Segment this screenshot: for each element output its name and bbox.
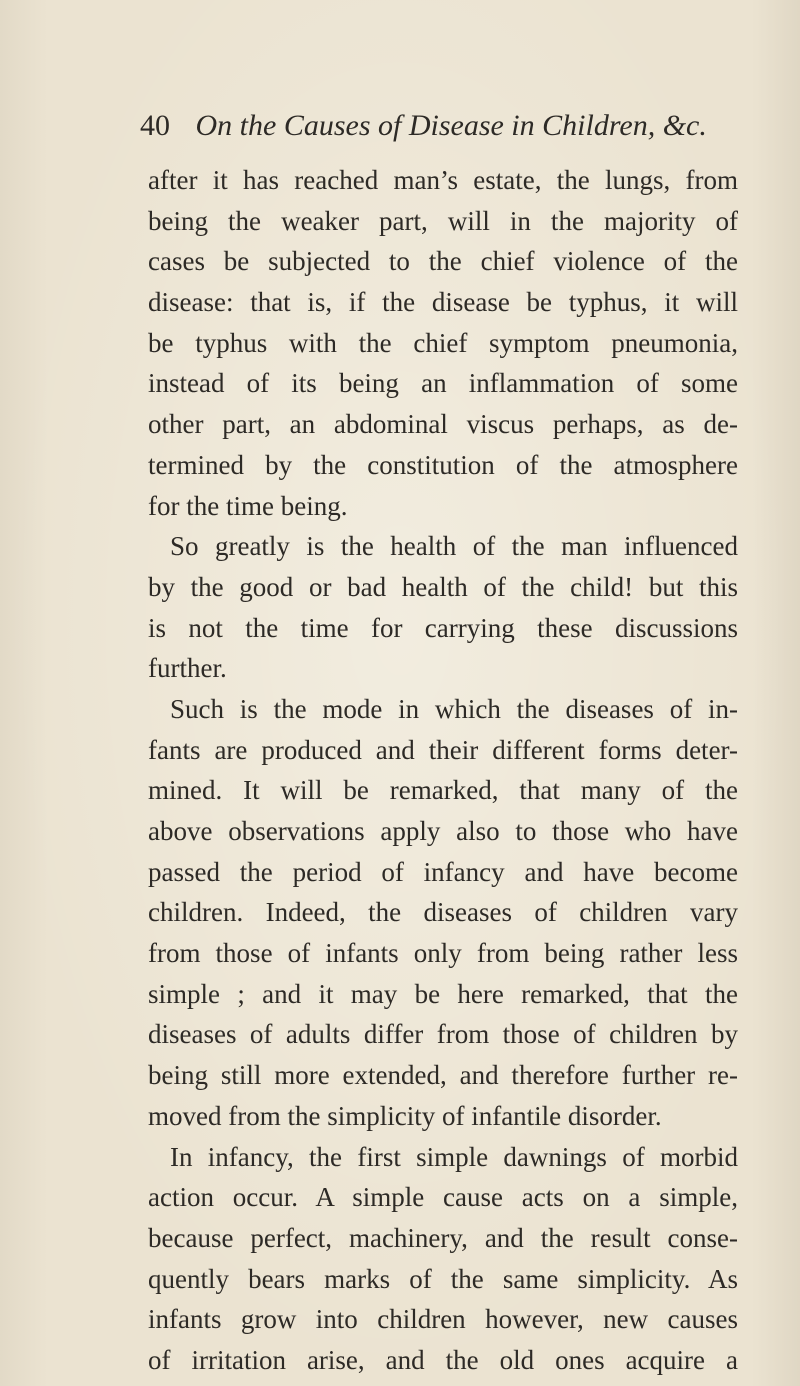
text-line: for the time being. xyxy=(148,490,348,521)
text-line: passed the period of infancy and have become xyxy=(148,856,738,887)
text-line: action occur. A simple cause acts on a simple, xyxy=(148,1182,738,1213)
text-line: of irritation arise, and the old ones acquire a xyxy=(148,1344,738,1375)
text-line: because perfect, machinery, and the result conse- xyxy=(148,1222,738,1253)
running-header xyxy=(140,102,750,150)
text-line: mined. It will be remarked, that many of the xyxy=(148,775,738,806)
text-line: simple ; and it may be here remarked, that the xyxy=(148,978,738,1009)
text-line: be typhus with the chief symptom pneumonia, xyxy=(148,327,738,358)
body-text xyxy=(148,160,738,1381)
text-line: above observations apply also to those who have xyxy=(148,816,738,846)
text-line: from those of infants only from being rather less xyxy=(148,938,738,969)
text-line: is not the time for carrying these discussions xyxy=(148,612,738,643)
text-line: by the good or bad health of the child! but this xyxy=(148,571,738,602)
text-line: disease: that is, if the disease be typhus, it will xyxy=(148,287,738,318)
running-title: On the Causes of Disease in Children, &c. xyxy=(195,109,707,142)
text-line: termined by the constitution of the atmosphere xyxy=(148,449,738,480)
page-number: 40 xyxy=(140,109,170,142)
text-line: instead of its being an inflammation of some xyxy=(148,368,738,399)
text-line: diseases of adults differ from those of children by xyxy=(148,1019,738,1050)
text-line: In infancy, the first simple dawnings of morbid xyxy=(170,1141,738,1172)
text-line: moved from the simplicity of infantile disorder. xyxy=(148,1100,662,1131)
text-line: further. xyxy=(148,653,227,684)
text-line: infants grow into children however, new causes xyxy=(148,1304,738,1335)
text-line: So greatly is the health of the man influenced xyxy=(170,531,738,562)
text-line: other part, an abdominal viscus perhaps, as de- xyxy=(148,409,738,440)
text-line: children. Indeed, the diseases of children vary xyxy=(148,897,738,928)
text-line: being the weaker part, will in the majority of xyxy=(148,205,738,236)
text-line: being still more extended, and therefore further re- xyxy=(148,1060,738,1091)
text-line: cases be subjected to the chief violence of the xyxy=(148,246,738,277)
text-line: Such is the mode in which the diseases of in- xyxy=(170,693,738,724)
text-line: after it has reached man’s estate, the lungs, from xyxy=(148,165,738,195)
text-line: fants are produced and their different forms deter- xyxy=(148,734,738,765)
text-line: quently bears marks of the same simplicity. As xyxy=(148,1263,738,1294)
